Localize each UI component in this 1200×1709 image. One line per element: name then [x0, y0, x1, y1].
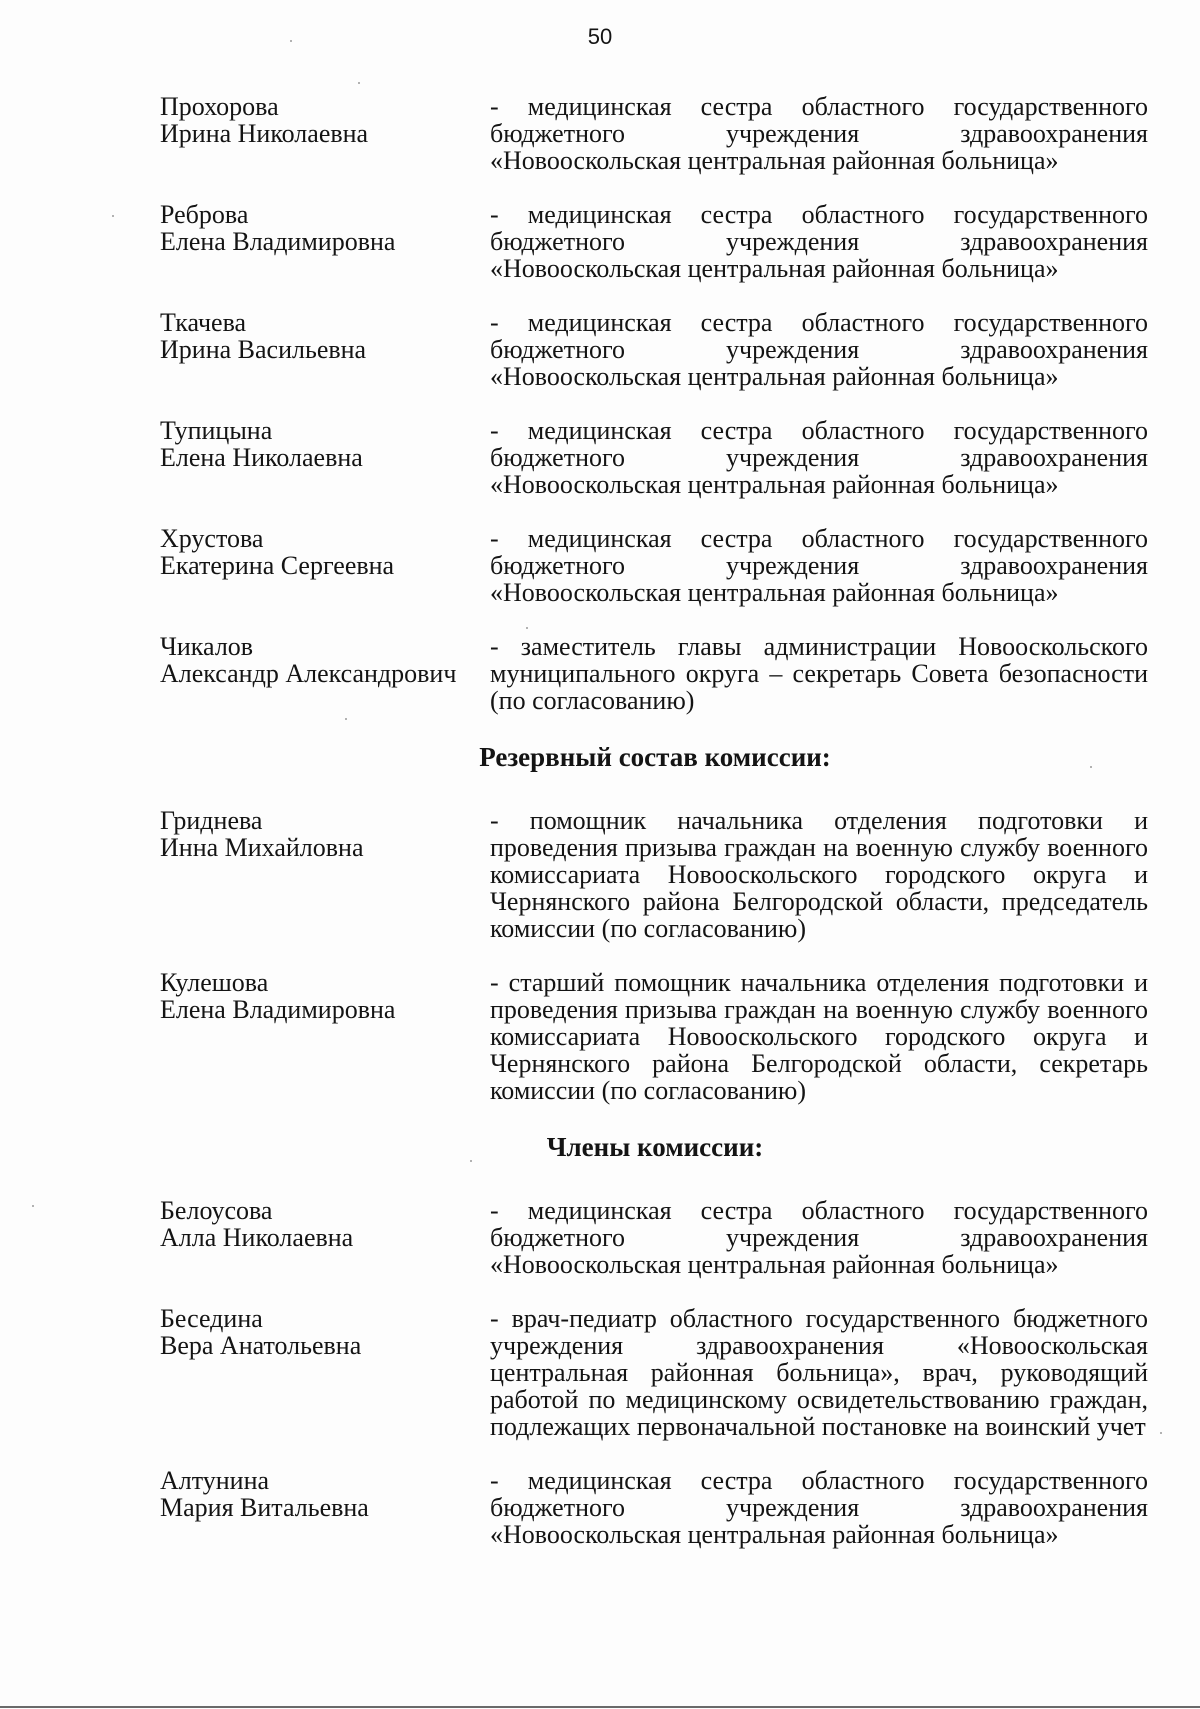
surname: Прохорова: [160, 92, 279, 121]
person-name: [160, 1197, 490, 1251]
given-name: Александр Александрович: [160, 659, 457, 688]
scan-speck: [1090, 766, 1092, 768]
surname: Хрустова: [160, 524, 264, 553]
given-name: Ирина Николаевна: [160, 119, 369, 148]
person-name: [160, 525, 490, 579]
list-item: [160, 309, 1150, 390]
surname: Реброва: [160, 200, 249, 229]
person-name: [160, 633, 490, 687]
scan-speck: [526, 627, 528, 629]
page-number: 50: [587, 24, 613, 49]
person-name: [160, 201, 490, 255]
person-name: [160, 93, 490, 147]
scan-speck: [345, 718, 347, 720]
section-heading-members: Члены комиссии:: [546, 1132, 764, 1162]
given-name: Вера Анатольевна: [160, 1331, 362, 1360]
position-description: - медицинская сестра областного государственного бюджетного учреждения здравоохранения «Новооскольская центральная районная больница»: [490, 200, 1148, 283]
person-name: [160, 1467, 490, 1521]
person-name: [160, 309, 490, 363]
scan-edge-line: [0, 1706, 1200, 1708]
list-item: [160, 1467, 1150, 1548]
surname: Ткачева: [160, 308, 247, 337]
person-name: [160, 969, 490, 1023]
given-name: Екатерина Сергеевна: [160, 551, 395, 580]
scan-speck: [358, 82, 360, 84]
list-item: [160, 1197, 1150, 1278]
position-description: - заместитель главы администрации Новооскольского муниципального округа – секретарь Совета безопасности (по согласованию): [490, 632, 1148, 715]
given-name: Елена Николаевна: [160, 443, 363, 472]
given-name: Мария Витальевна: [160, 1493, 369, 1522]
person-name: [160, 1305, 490, 1359]
list-item: [160, 525, 1150, 606]
list-item: [160, 93, 1150, 174]
position-description: - врач-педиатр областного государственного бюджетного учреждения здравоохранения «Новооскольская центральная районная больница», врач, руководящий работой по медицинскому освидетельствованию граждан, подлежащих первоначальной постановке на воинский учет: [490, 1304, 1148, 1441]
surname: Гриднева: [160, 806, 263, 835]
person-name: [160, 417, 490, 471]
list-item: [160, 1305, 1150, 1440]
scan-speck: [470, 1160, 472, 1162]
list-item: [160, 969, 1150, 1104]
list-item: [160, 633, 1150, 714]
commission-list: [160, 93, 1150, 1548]
position-description: - медицинская сестра областного государственного бюджетного учреждения здравоохранения «Новооскольская центральная районная больница»: [490, 308, 1148, 391]
scan-speck: [32, 1205, 34, 1207]
person-name: [160, 807, 490, 861]
surname: Алтунина: [160, 1466, 270, 1495]
given-name: Алла Николаевна: [160, 1223, 354, 1252]
surname: Беседина: [160, 1304, 263, 1333]
surname: Тупицына: [160, 416, 273, 445]
list-item: [160, 201, 1150, 282]
list-item: [160, 417, 1150, 498]
surname: Кулешова: [160, 968, 269, 997]
position-description: - медицинская сестра областного государственного бюджетного учреждения здравоохранения «Новооскольская центральная районная больница»: [490, 416, 1148, 499]
surname: Белоусова: [160, 1196, 273, 1225]
given-name: Елена Владимировна: [160, 227, 396, 256]
scan-speck: [1160, 1432, 1162, 1434]
position-description: - медицинская сестра областного государственного бюджетного учреждения здравоохранения «Новооскольская центральная районная больница»: [490, 1466, 1148, 1549]
position-description: - медицинская сестра областного государственного бюджетного учреждения здравоохранения «Новооскольская центральная районная больница»: [490, 1196, 1148, 1279]
position-description: - старший помощник начальника отделения подготовки и проведения призыва граждан на военную службу военного комиссариата Новооскольского городского округа и Чернянского района Белгородской области, секретарь комиссии (по согласованию): [490, 968, 1148, 1105]
given-name: Ирина Васильевна: [160, 335, 367, 364]
position-description: - помощник начальника отделения подготовки и проведения призыва граждан на военную службу военного комиссариата Новооскольского городского округа и Чернянского района Белгородской области, председатель комиссии (по согласованию): [490, 806, 1148, 943]
scan-speck: [290, 40, 292, 42]
section-heading-reserve: Резервный состав комиссии:: [479, 742, 831, 772]
scan-speck: [112, 215, 114, 217]
list-item: [160, 807, 1150, 942]
position-description: - медицинская сестра областного государственного бюджетного учреждения здравоохранения «Новооскольская центральная районная больница»: [490, 524, 1148, 607]
surname: Чикалов: [160, 632, 254, 661]
given-name: Елена Владимировна: [160, 995, 396, 1024]
given-name: Инна Михайловна: [160, 833, 364, 862]
position-description: - медицинская сестра областного государственного бюджетного учреждения здравоохранения «Новооскольская центральная районная больница»: [490, 92, 1148, 175]
